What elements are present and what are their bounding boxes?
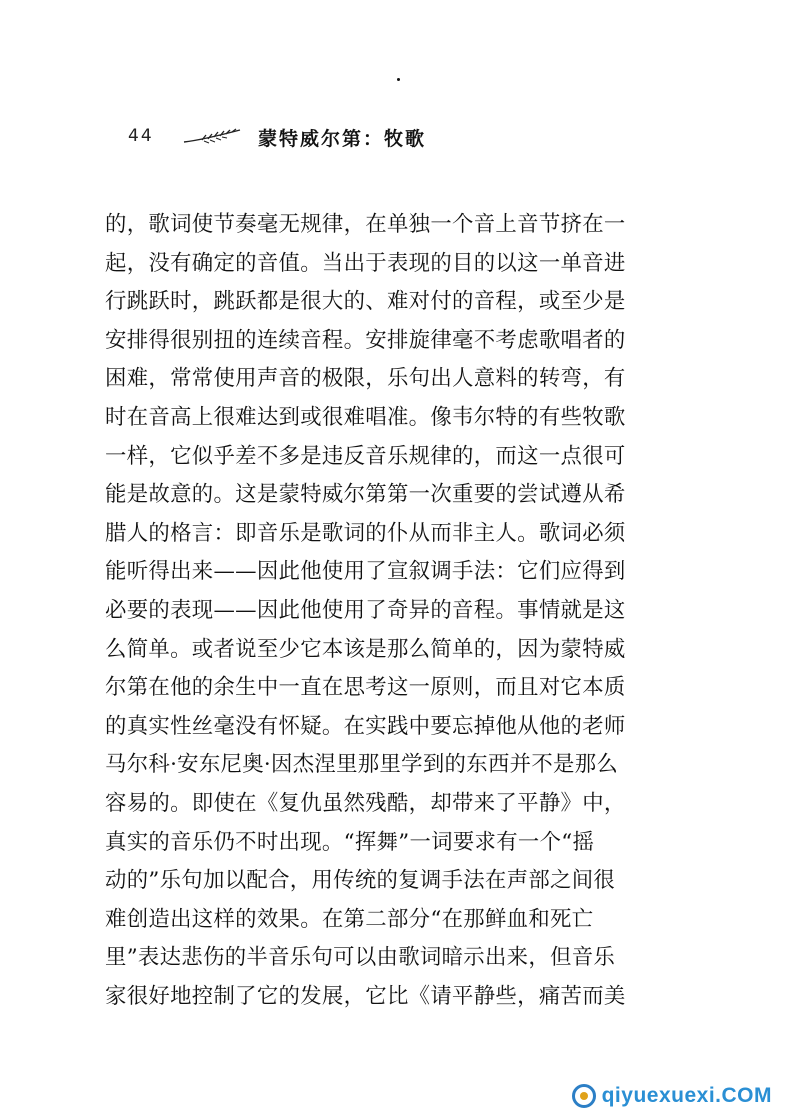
text-line: 困难，常常使用声音的极限，乐句出人意料的转弯，有 [105, 366, 626, 392]
text-line: 容易的。即使在《复仇虽然残酷，却带来了平静》中， [105, 790, 626, 816]
text-line: 安排得很别扭的连续音程。安排旋律毫不考虑歌唱者的 [105, 327, 626, 353]
page-number: 44 [128, 126, 154, 146]
text-line: 马尔科·安东尼奥·因杰涅里那里学到的东西并不是那么 [105, 752, 619, 778]
text-line: 一样，它似乎差不多是违反音乐规律的，而这一点很可 [105, 443, 626, 469]
text-line: 家很好地控制了它的发展，它比《请平静些，痛苦而美 [105, 983, 626, 1009]
text-line: 尔第在他的余生中一直在思考这一原则，而且对它本质 [105, 675, 626, 701]
text-line: 难创造出这样的效果。在第二部分“在那鲜血和死亡 [105, 906, 594, 932]
text-line: 时在音高上很难达到或很难唱准。像韦尔特的有些牧歌 [105, 404, 626, 430]
text-line: 动的”乐句加以配合，用传统的复调手法在声部之间很 [105, 868, 616, 894]
text-line: 能听得出来——因此他使用了宣叙调手法：它们应得到 [105, 559, 626, 585]
running-title: 蒙特威尔第：牧歌 [258, 128, 427, 150]
text-line: 起，没有确定的音值。当出于表现的目的以这一单音进 [105, 250, 626, 276]
text-line: 能是故意的。这是蒙特威尔第第一次重要的尝试遵从希 [105, 482, 626, 508]
text-line: 腊人的格言：即音乐是歌词的仆从而非主人。歌词必须 [105, 520, 626, 546]
text-line: 必要的表现——因此他使用了奇异的音程。事情就是这 [105, 597, 626, 623]
text-line: 的真实性丝毫没有怀疑。在实践中要忘掉他从他的老师 [105, 713, 626, 739]
page-top-dot [397, 78, 400, 81]
feather-ornament-icon [182, 128, 242, 144]
page-header [128, 124, 468, 152]
watermark-text: qiyuexuexi.COM [601, 1084, 772, 1107]
text-line: 行跳跃时，跳跃都是很大的、难对付的音程，或至少是 [105, 289, 626, 315]
text-line: 真实的音乐仍不时出现。“挥舞”一词要求有一个“摇 [105, 829, 595, 855]
site-watermark [572, 1084, 772, 1108]
body-text [105, 206, 665, 1016]
watermark-logo-icon [572, 1084, 596, 1108]
text-line: 么简单。或者说至少它本该是那么简单的，因为蒙特威 [105, 636, 626, 662]
text-line: 的，歌词使节奏毫无规律，在单独一个音上音节挤在一 [105, 212, 626, 237]
text-line: 里”表达悲伤的半音乐句可以由歌词暗示出来，但音乐 [105, 945, 616, 971]
